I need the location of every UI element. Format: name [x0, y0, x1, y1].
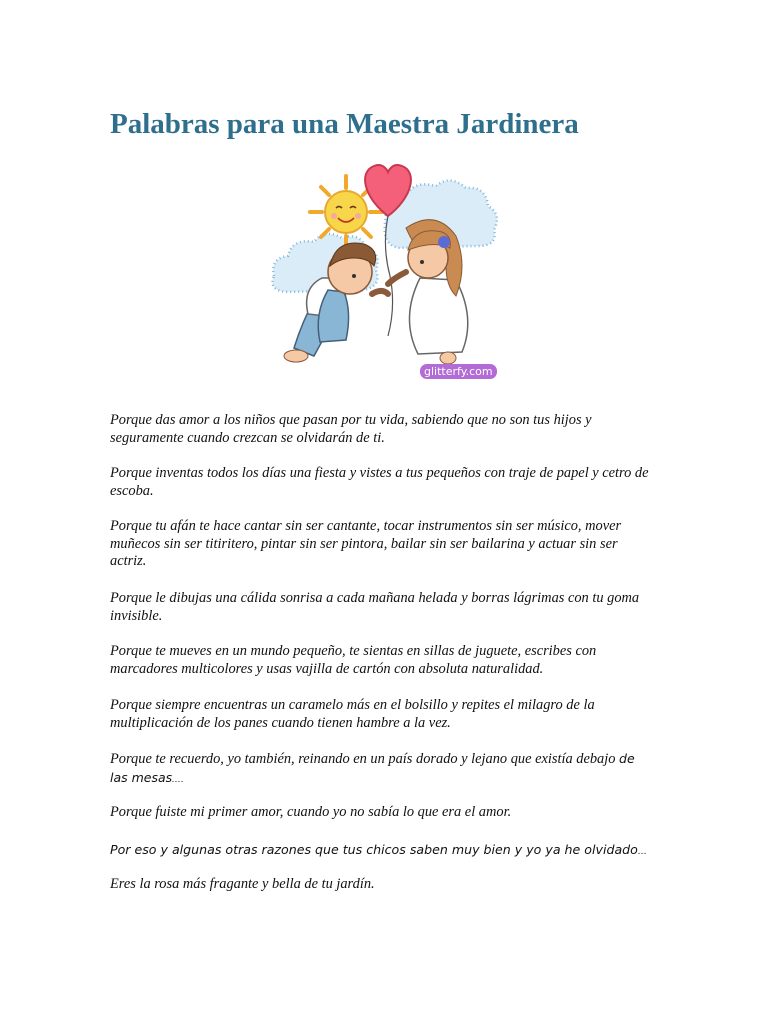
children-balloon-illustration — [268, 158, 504, 384]
paragraph: Porque inventas todos los días una fiesta y vistes a tus pequeños con traje de papel y cetro de escoba. — [110, 465, 649, 499]
paragraph: Porque te mueves en un mundo pequeño, te sientas en sillas de juguete, escribes con marcadores multicolores y usas vajilla de cartón con absoluta naturalidad. — [110, 643, 597, 677]
paragraph: Porque fuiste mi primer amor, cuando yo no sabía lo que era el amor. — [110, 804, 512, 820]
paragraph: Porque te recuerdo, yo también, reinando en un país dorado y lejano que existía debajo de las mesas…. — [110, 751, 635, 785]
paragraph: Por eso y algunas otras razones que tus chicos saben muy bien y yo ya he olvidado… — [110, 842, 648, 857]
paragraph: Eres la rosa más fragante y bella de tu jardín. — [110, 876, 375, 892]
paragraph: Porque le dibujas una cálida sonrisa a cada mañana helada y borras lágrimas con tu goma invisible. — [110, 590, 640, 624]
paragraph: Porque das amor a los niños que pasan por tu vida, sabiendo que no son tus hijos y seguramente cuando crezcan se olvidarán de ti. — [110, 412, 592, 446]
paragraph: Porque siempre encuentras un caramelo más en el bolsillo y repites el milagro de la multiplicación de los panes cuando tienen hambre a la vez. — [110, 697, 595, 731]
watermark-badge: glitterfy.com — [420, 364, 497, 379]
page-title: Palabras para una Maestra Jardinera — [110, 108, 579, 140]
paragraph: Porque tu afán te hace cantar sin ser cantante, tocar instrumentos sin ser músico, mover muñecos sin ser titiritero, pintar sin ser pintora, bailar sin ser bailarina y actuar sin ser actriz. — [110, 518, 622, 569]
